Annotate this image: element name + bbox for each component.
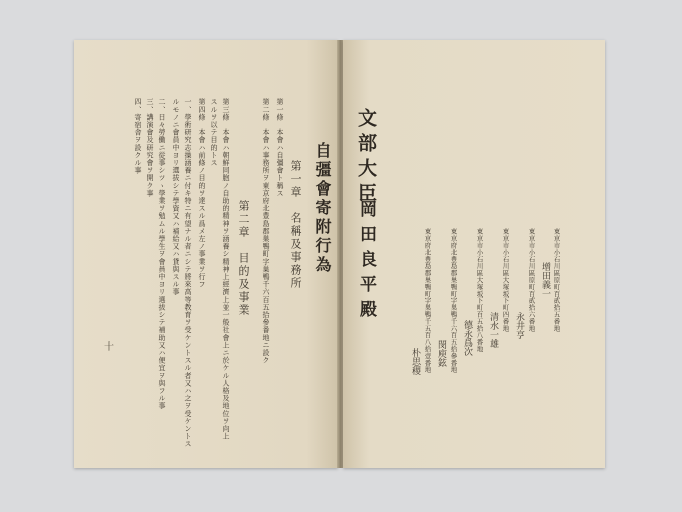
article-4-item-2: 二、日々勞働ニ從事シツヽ學業ヲ勉ムル學生ヲ會員中ヨリ選拔シテ補助又ハ便宜ヲ與フル事 (158, 98, 166, 410)
page-mark: 十 (104, 342, 114, 353)
applicant-1-address: 東京市小石川區原町百貳拾五番地 (552, 228, 561, 332)
applicant-3-address: 東京市小石川區大塚坂下町四番地 (501, 228, 510, 332)
applicant-5-address: 東京府北豊島郡巣鴨町字巣鴨千六百五拾參番地 (449, 228, 458, 373)
document-title: 自彊會寄附行為 (313, 142, 332, 275)
article-4-item-4: 四、寄宿舎ヲ設クル事 (134, 98, 142, 174)
addressee-title: 文部大臣 (355, 108, 377, 208)
article-4-item-1-continued: ルモノニ會員中ヨリ選拔シテ學資又ハ補給又ハ貸與スル事 (172, 98, 180, 296)
applicant-3-name: 清水一雄 (488, 312, 498, 348)
article-4-item-3: 三、講演會及研究會ヲ開ク事 (146, 98, 154, 197)
article-3-continued: スルヲ以テ目的トス (210, 98, 218, 167)
chapter-1-heading: 第一章 名稱及事務所 (289, 160, 302, 290)
right-page (343, 40, 605, 468)
applicant-6-name: 朴思稷 (410, 348, 420, 375)
article-2: 第二條 本會ハ事務所ヲ東京府北豊島郡巣鴨町字巣鴨千六百五拾參番地ニ設ク (262, 98, 270, 364)
article-3: 第三條 本會ハ朝鮮同胞ノ自助的精神ヲ涵養シ精神上經濟上並一般社會上ニ於ケル人格及地位ヲ向上 (222, 98, 230, 440)
applicant-1-name: 增田義一 (540, 262, 550, 298)
article-4-item-1: 一、學術研究志操涵養ニ付キ特ニ有望ナル者ニシテ將來高等教育ヲ受ケントスル者又ハ之ヲ受ケントス (184, 98, 192, 448)
applicant-4-address: 東京市小石川區大塚坂下町百五拾八番地 (475, 228, 484, 353)
addressee-name: 岡田良平殿 (356, 200, 376, 325)
article-4: 第四條 本會ハ前條ノ目的ヲ達スル爲メ左ノ事業ヲ行フ (198, 98, 206, 288)
applicant-5-name: 閔庾鉉 (436, 340, 446, 367)
article-1: 第一條 本會ハ自彊會ト稱ス (276, 98, 284, 197)
applicant-2-address: 東京市小石川區原町百貳拾六番地 (527, 228, 536, 332)
chapter-2-heading: 第二章 目的及事業 (237, 200, 250, 317)
applicant-2-name: 永井亨 (514, 312, 524, 339)
applicant-6-address: 東京府北豊島郡巣鴨町字巣鴨千五百八拾壹番地 (423, 228, 432, 373)
applicant-4-name: 德永爲次 (462, 320, 472, 356)
